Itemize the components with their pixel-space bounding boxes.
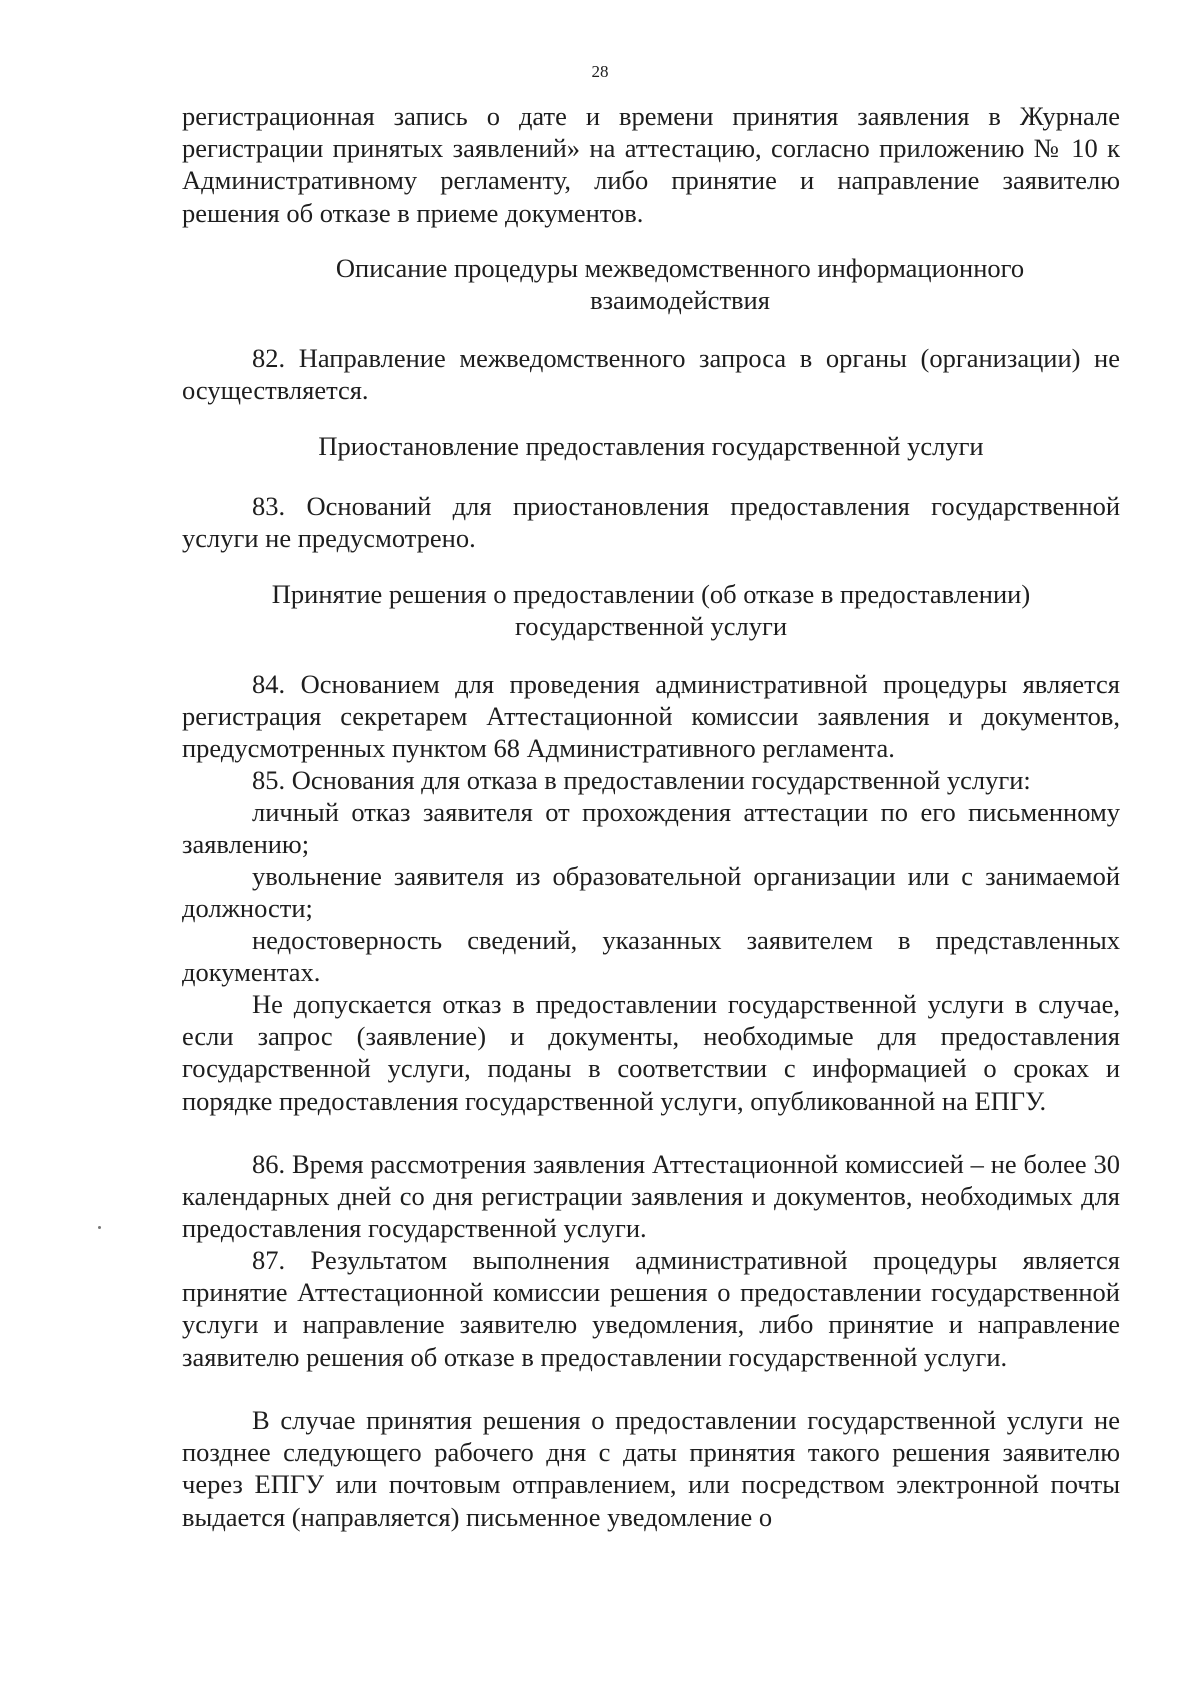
paragraph-continuation: регистрационная запись о дате и времени принятия заявления в Журнале регистрации принятых заявлений» на аттестацию, согласно приложению № 10 к Административному регламенту, либо принятие и направление заявителю решения об отказе в приеме документов. [182, 101, 1120, 228]
paragraph-87: 87. Результатом выполнения административной процедуры является принятие Аттестационной комиссии решения о предоставлении государственной услуги и направление заявителю уведомления, либо принятие и направление заявителю решения об отказе в предоставлении государственной услуги. [182, 1245, 1120, 1372]
paragraph-84: 84. Основанием для проведения административной процедуры является регистрация секретарем Аттестационной комиссии заявления и документов, предусмотренных пунктом 68 Административного регламента. [182, 669, 1120, 764]
paragraph-82: 82. Направление межведомственного запроса в органы (организации) не осуществляется. [182, 343, 1120, 406]
section-heading-interagency-line-1: Описание процедуры межведомственного информационного [335, 253, 1025, 283]
section-heading-decision-line-1: Принятие решения о предоставлении (об отказе в предоставлении) [271, 579, 1031, 609]
section-heading-suspension: Приостановление предоставления государственной услуги [318, 431, 984, 461]
section-heading-decision-line-2: государственной услуги [514, 611, 788, 641]
paragraph-85: 85. Основания для отказа в предоставлении государственной услуги: [252, 765, 1031, 795]
paragraph-85-note: Не допускается отказ в предоставлении государственной услуги в случае, если запрос (заявление) и документы, необходимые для предоставления государственной услуги, поданы в соответствии с информацией о сроках и порядке предоставления государственной услуги, опубликованной на ЕПГУ. [182, 989, 1120, 1116]
paragraph-85-item-2: увольнение заявителя из образовательной организации или с занимаемой должности; [182, 861, 1120, 924]
scan-speck [98, 1226, 101, 1229]
paragraph-86: 86. Время рассмотрения заявления Аттестационной комиссией – не более 30 календарных дней со дня регистрации заявления и документов, необходимых для предоставления государственной услуги. [182, 1149, 1120, 1244]
paragraph-87-continuation: В случае принятия решения о предоставлении государственной услуги не позднее следующего рабочего дня с даты принятия такого решения заявителю через ЕПГУ или почтовым отправлением, или посредством электронной почты выдается (направляется) письменное уведомление о [182, 1405, 1120, 1532]
paragraph-85-item-3: недостоверность сведений, указанных заявителем в представленных документах. [182, 925, 1120, 988]
section-heading-interagency-line-2: взаимодействия [590, 285, 770, 315]
paragraph-85-item-1: личный отказ заявителя от прохождения аттестации по его письменному заявлению; [182, 797, 1120, 860]
paragraph-83: 83. Оснований для приостановления предоставления государственной услуги не предусмотрено. [182, 491, 1120, 554]
page-number: 28 [591, 62, 609, 81]
